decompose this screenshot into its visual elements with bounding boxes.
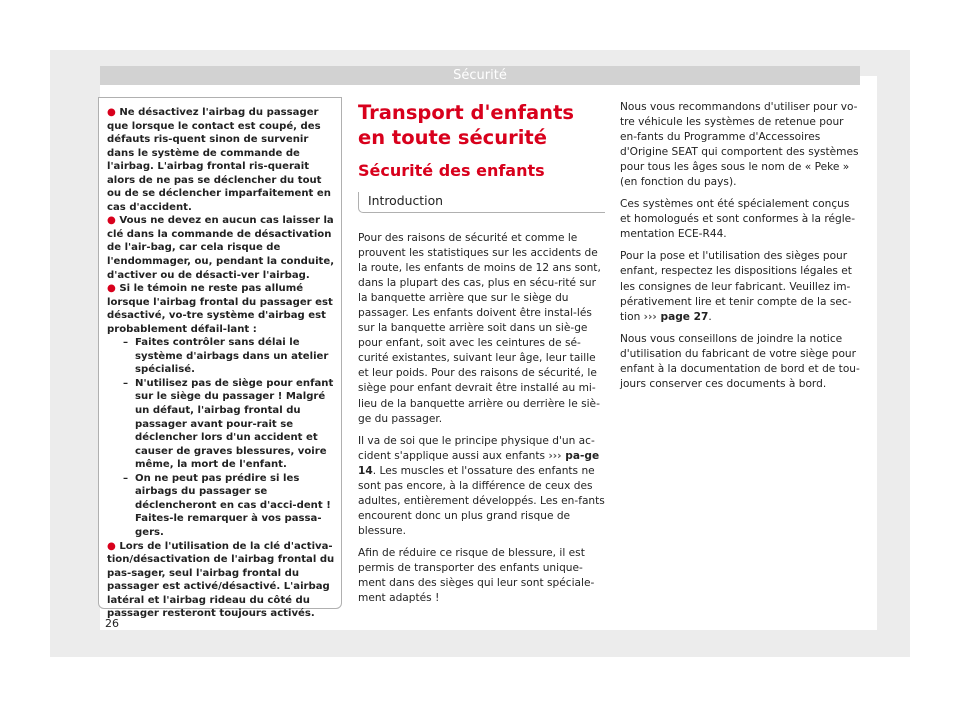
warning-item: ● Vous ne devez en aucun cas laisser la clé dans la commande de désactivation de l'air-bag, car cela risque de l'endommager, ou, pendant la conduite, d'activer ou de désacti-ver l'airbag. [107,215,335,281]
warning-item: ● Ne désactivez l'airbag du passager que lorsque le contact est coupé, des défauts ris-quent sinon de survenir dans le système de commande de l'airbag. L'airbag frontal ris-querait alors de ne pas se déclencher du tout ou de se déclencher imparfaitement en cas d'accident. [107,107,331,213]
page-number: 26 [105,617,119,630]
bullet-icon: ● [107,283,116,295]
warning-box [98,97,342,620]
arrow-icon: ››› [548,449,562,462]
paragraph: Pour la pose et l'utilisation des sièges pour enfant, respectez les dispositions légales et les consignes de leur fabricant. Veuillez im-pérativement lire et tenir compte de la sec-tion ››› page 27. [620,250,852,323]
bullet-icon: ● [107,107,116,118]
paragraph: Afin de réduire ce risque de blessure, il est permis de transporter des enfants unique-ment dans des sièges qui leur sont spéciale-ment adaptés ! [358,546,595,605]
right-column [620,100,860,399]
page-reference-link[interactable]: ››› page 27 [643,310,709,323]
dash-icon: – [123,472,129,484]
warning-subitem: – Faites contrôler sans délai le système d'airbags dans un atelier spécialisé. [123,337,329,376]
warning-subitem: – On ne peut pas prédire si les airbags du passager se déclencheront en cas d'acci-dent ! Faites-le remarquer à vos passa-gers. [123,472,331,538]
paragraph: Il va de soi que le principe physique d'un ac-cident s'applique aussi aux enfants ››› pa-ge 14. Les muscles et l'ossature des enfants ne sont pas encore, à la différence de ceux des adultes, entièrement développés. Les en-fants encourent donc un plus grand risque de blessure. [358,434,605,537]
page-title: Transport d'enfants en toute sécurité [358,101,574,149]
paragraph: Ces systèmes ont été spécialement conçus et homologués et sont conformes à la régle-mentation ECE-R44. [620,198,856,241]
section-header-title: Sécurité [453,68,507,83]
bullet-icon: ● [107,540,116,552]
section-header [100,66,860,85]
dash-icon: – [123,377,129,389]
introduction-heading: Introduction [358,192,605,213]
dash-icon: – [123,337,129,349]
paragraph: Nous vous recommandons d'utiliser pour vo-tre véhicule les systèmes de retenue pour en-fants du Programme d'Accessoires d'Origine SEAT qui comportent des systèmes pour tous les âges sous le nom de « Peke » (en fonction du pays). [620,101,859,189]
warning-subitem: – N'utilisez pas de siège pour enfant sur le siège du passager ! Malgré un défaut, l'airbag frontal du passager avant pour-rait se déclencher lors d'un accident et causer de graves blessures, voire même, la mort de l'enfant. [123,377,334,471]
section-subtitle: Sécurité des enfants [358,161,545,180]
paragraph: Pour des raisons de sécurité et comme le prouvent les statistiques sur les accidents de la route, les enfants de moins de 12 ans sont, dans la plupart des cas, plus en sécu-rité sur la banquette arrière que sur le siège du passager. Les enfants doivent être instal-lés sur la banquette arrière soit dans un siè-ge pour enfant, soit avec les ceintures de sé-curité existantes, suivant leur âge, leur taille et leur poids. Pour des raisons de sécurité, le siège pour enfant devrait être installé au mi-lieu de la banquette arrière ou derrière le siè-ge du passager. [358,232,601,425]
page-reference-link[interactable]: ››› pa-ge 14 [358,449,600,477]
bullet-icon: ● [107,215,116,227]
paragraph: Nous vous conseillons de joindre la notice d'utilisation du fabricant de votre siège pour enfant à la documentation de bord et de tou-jours conserver ces documents à bord. [620,332,860,390]
main-column [358,100,605,613]
arrow-icon: ››› [643,310,657,323]
warning-item: ● Lors de l'utilisation de la clé d'activa-tion/désactivation de l'airbag frontal du pas-sager, seul l'airbag frontal du passager est activé/désactivé. L'airbag latéral et l'airbag rideau du côté du passager resteront toujours activés. [107,540,335,620]
warning-item: ● Si le témoin ne reste pas allumé lorsque l'airbag frontal du passager est désactivé, vo-tre système d'airbag est probablement défail-lant : [107,283,333,335]
